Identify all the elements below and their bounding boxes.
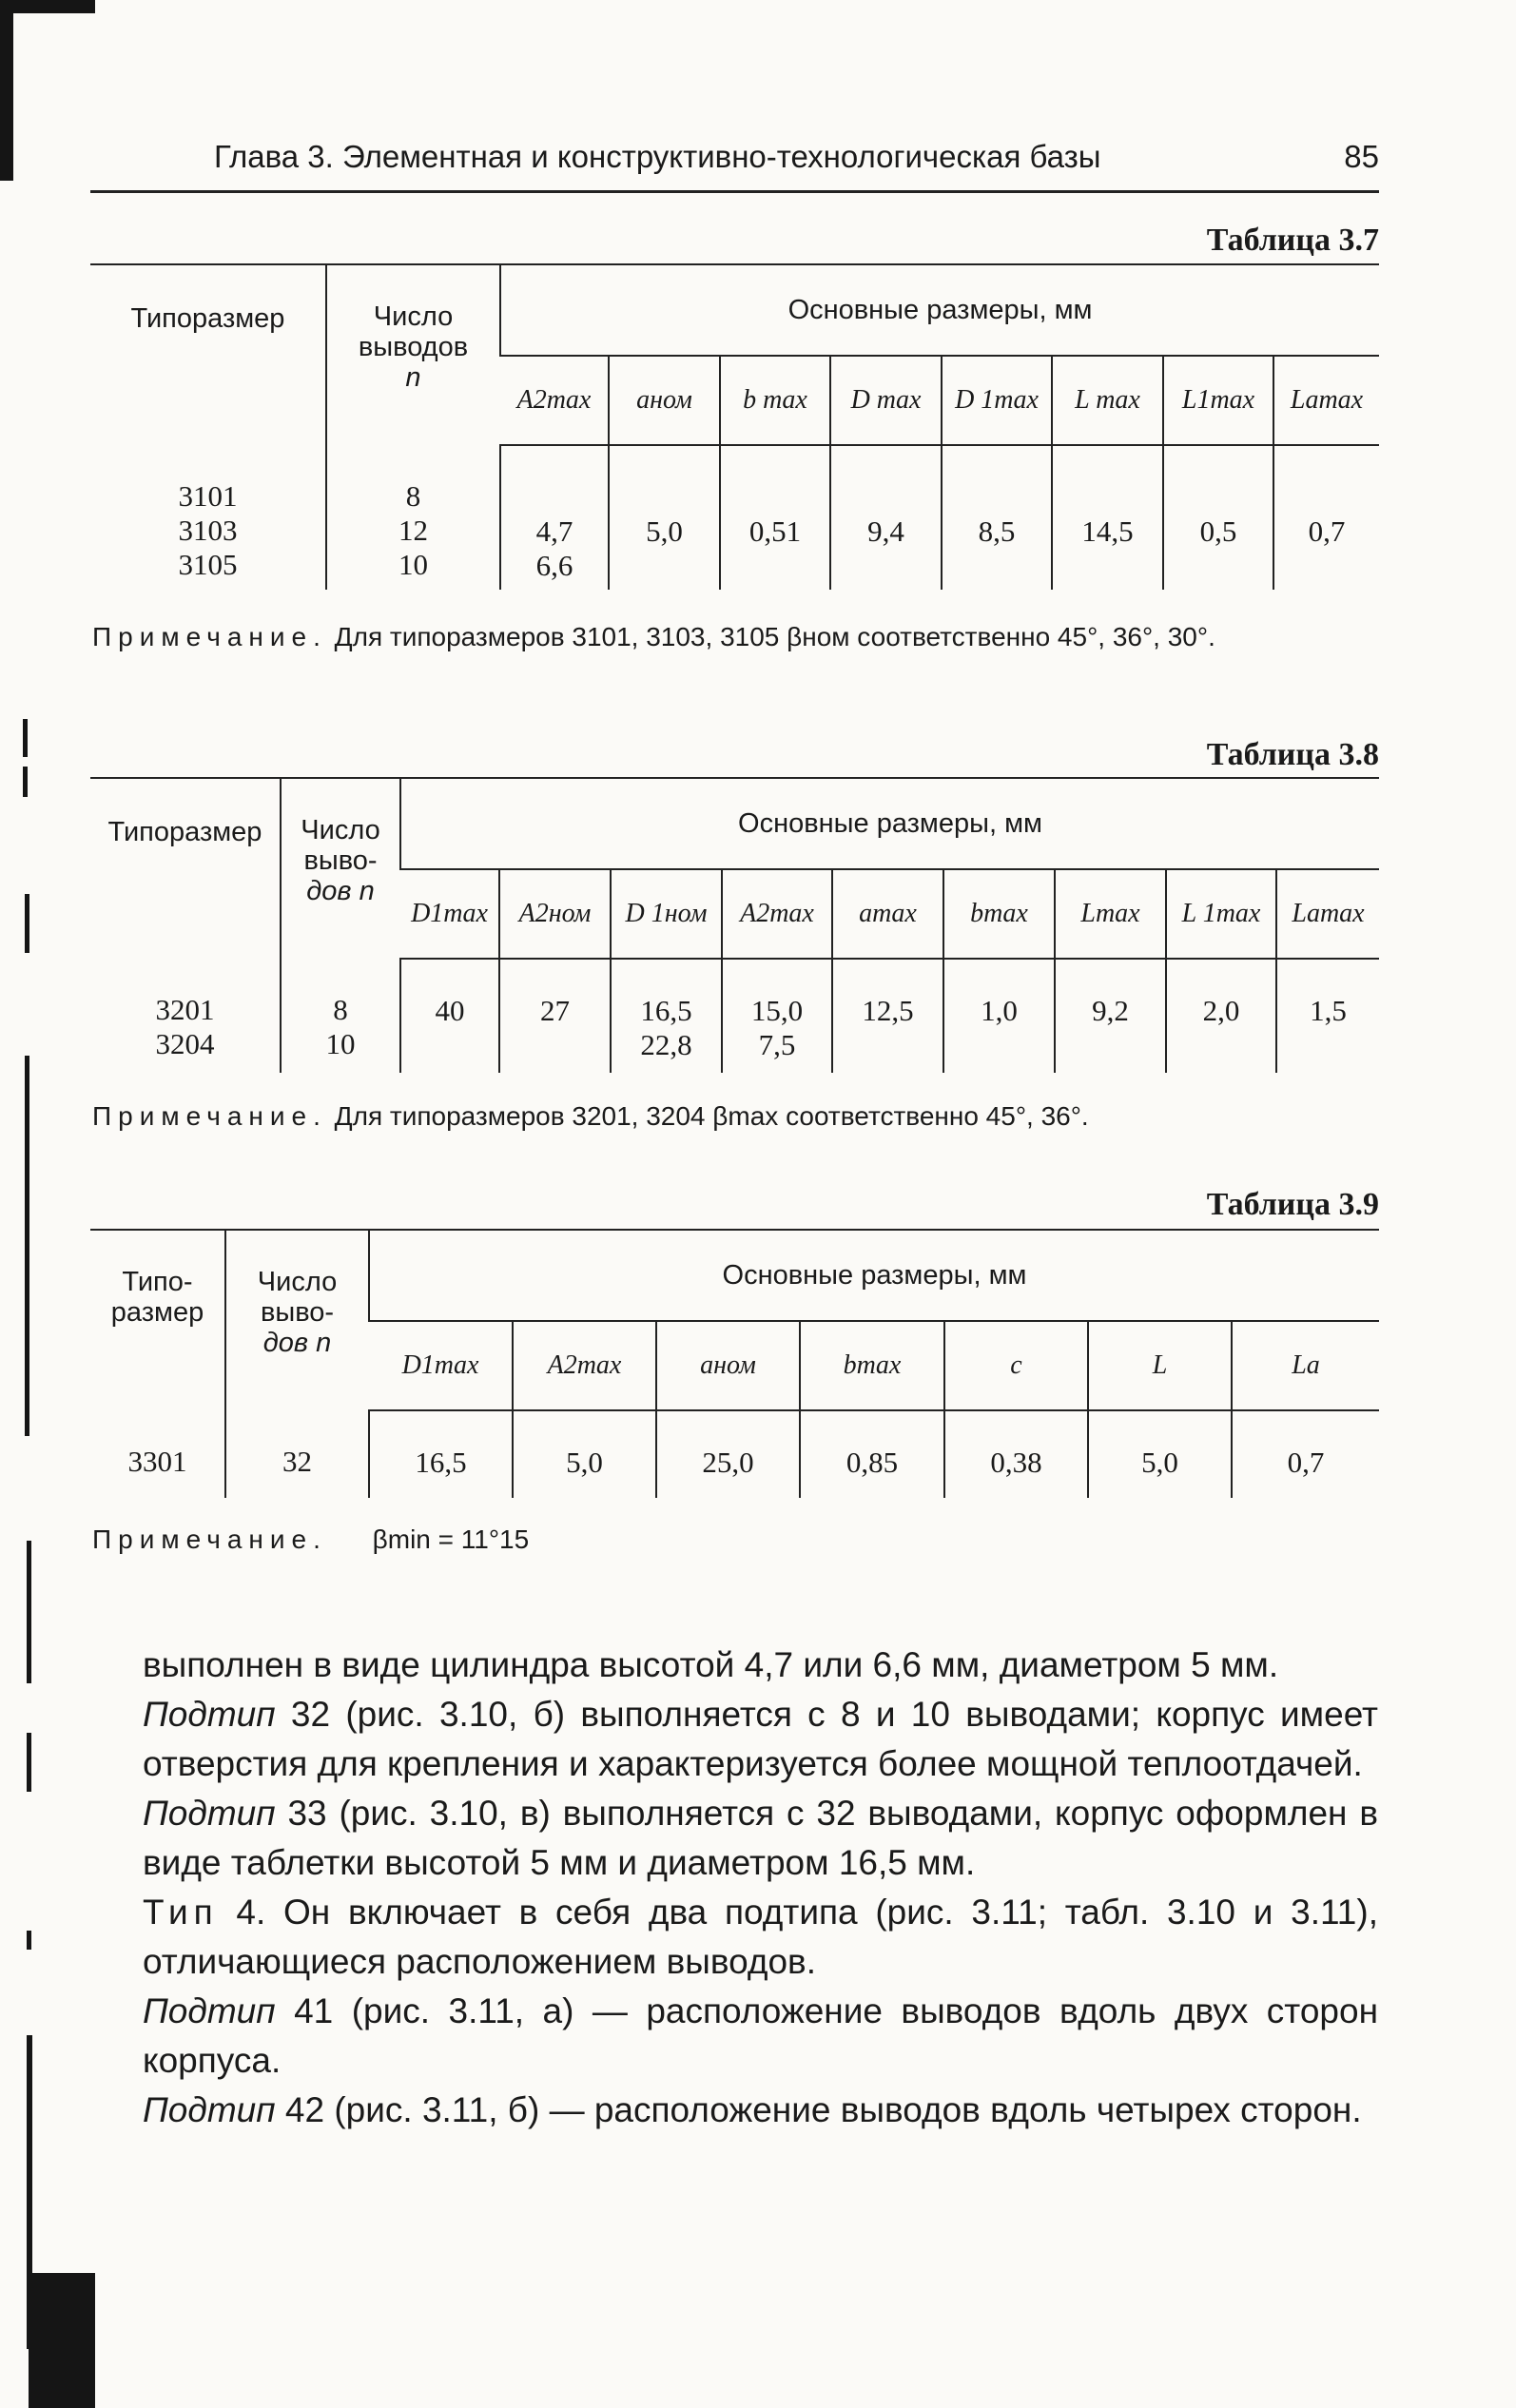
cell-count: 8 10 [281,959,400,1073]
col-count-header: Число выво- дов n [281,778,400,959]
cell-l: 5,0 [1088,1410,1232,1498]
cell-d1max: 40 [400,959,499,1073]
cell-a2nom: 27 [499,959,611,1073]
cell-bmax: 0,51 [720,445,830,590]
cell-d1max: 8,5 [942,445,1052,590]
scan-margin-mark [25,894,29,953]
table-3-8 [90,777,1379,1073]
scan-bottom-blot [29,2273,95,2408]
col-c: c [944,1321,1088,1410]
paragraph: Подтип 32 (рис. 3.10, б) выполняется с 8 и 10 выводами; корпус имеет отверстия для крепления и характеризуется более мощной теплоотдачей. [143,1695,1378,1783]
col-bmax: b max [720,356,830,445]
cell-d1max: 16,5 [369,1410,513,1498]
col-lamax: Lamax [1273,356,1379,445]
col-d1nom: D 1ном [611,869,722,959]
table-row [90,445,1379,590]
col-la: La [1232,1321,1379,1410]
table-row [90,1410,1379,1498]
col-l1max: L 1max [1166,869,1276,959]
cell-type: 3101 3103 3105 [178,479,238,581]
col-type-header: Типоразмер [90,778,281,959]
cell-dmax: 9,4 [830,445,942,590]
cell-la: 0,7 [1232,1410,1379,1498]
cell-l1max: 2,0 [1166,959,1276,1073]
cell-bmax: 1,0 [943,959,1055,1073]
col-a2max: A2max [722,869,832,959]
dims-group-header: Основные размеры, мм [400,778,1379,869]
scan-margin-mark [27,1541,31,1683]
col-a2max: A2max [513,1321,656,1410]
paragraph: выполнен в виде цилиндра высотой 4,7 или 6,6 мм, диаметром 5 мм. [143,1645,1279,1684]
dims-group-header: Основные размеры, мм [500,264,1379,356]
col-bmax: bmax [800,1321,944,1410]
cell-lmax: 14,5 [1052,445,1163,590]
cell-anom: 5,0 [609,445,720,590]
scan-corner-mark [0,0,95,13]
cell-lmax: 9,2 [1055,959,1166,1073]
col-l1max: L1max [1163,356,1273,445]
chapter-title: Глава 3. Элементная и конструктивно-технологическая базы [214,139,1101,174]
col-count-header: Число выводов n [326,264,500,445]
col-d1max: D1max [369,1321,513,1410]
col-d1max: D1max [400,869,499,959]
header-rule [90,190,1379,193]
paragraph: Подтип 33 (рис. 3.10, в) выполняется с 32 выводами, корпус оформлен в виде таблетки высотой 5 мм и диаметром 16,5 мм. [143,1794,1378,1882]
cell-a2max: 4,7 6,6 [500,445,609,590]
col-lmax: L max [1052,356,1163,445]
col-d1max: D 1max [942,356,1052,445]
cell-anom: 25,0 [656,1410,800,1498]
table-3-7-caption: Таблица 3.7 [1206,223,1379,258]
table-3-9-caption: Таблица 3.9 [1206,1187,1379,1222]
cell-l1max: 0,5 [1163,445,1273,590]
scan-margin-mark [27,1931,31,1950]
cell-d1nom: 16,5 22,8 [611,959,722,1073]
col-lmax: Lmax [1055,869,1166,959]
table-3-9-note: Примечание. βmin = 11°15 [92,1524,530,1554]
running-header [214,139,1379,181]
cell-a2max: 5,0 [513,1410,656,1498]
table-3-7-note: Примечание. Для типоразмеров 3101, 3103, 3105 βном соответственно 45°, 36°, 30°. [92,622,1215,651]
scan-margin-mark [25,1056,29,1436]
body-text [143,1641,1378,2135]
cell-amax: 12,5 [832,959,943,1073]
page-number: 85 [1344,139,1379,174]
paragraph: Подтип 42 (рис. 3.11, б) — расположение выводов вдоль четырех сторон. [143,2090,1362,2129]
col-dmax: D max [830,356,942,445]
cell-bmax: 0,85 [800,1410,944,1498]
cell-a2max: 15,0 7,5 [722,959,832,1073]
col-type-header: Типоразмер [90,264,326,445]
table-3-8-caption: Таблица 3.8 [1206,737,1379,772]
col-l: L [1088,1321,1232,1410]
table-3-9 [90,1229,1379,1498]
table-3-7 [90,263,1379,590]
col-count-header: Число выво- дов n [225,1230,369,1410]
scan-margin-mark [23,767,28,797]
col-bmax: bmax [943,869,1055,959]
col-lamax: Lamax [1276,869,1379,959]
cell-lamax: 0,7 [1273,445,1379,590]
col-a2max: A2max [500,356,609,445]
col-a2nom: A2ном [499,869,611,959]
cell-lamax: 1,5 [1276,959,1379,1073]
paragraph: Тип 4. Он включает в себя два подтипа (рис. 3.11; табл. 3.10 и 3.11), отличающиеся расположением выводов. [143,1893,1378,1981]
scan-margin-mark [27,1733,31,1792]
col-anom: aном [609,356,720,445]
col-type-header: Типо- размер [90,1230,225,1410]
col-anom: aном [656,1321,800,1410]
cell-type: 3301 [127,1445,187,1478]
cell-count: 32 [225,1410,369,1498]
cell-c: 0,38 [944,1410,1088,1498]
scan-corner-mark-vertical [0,0,13,181]
paragraph: Подтип 41 (рис. 3.11, а) — расположение выводов вдоль двух сторон корпуса. [143,1991,1378,2080]
cell-count: 8 12 10 [326,445,500,590]
table-3-8-note: Примечание. Для типоразмеров 3201, 3204 βmax соответственно 45°, 36°. [92,1101,1089,1131]
scan-margin-mark [23,719,28,757]
col-amax: amax [832,869,943,959]
cell-type: 3201 3204 [155,993,215,1060]
dims-group-header: Основные размеры, мм [369,1230,1379,1321]
table-row [90,959,1379,1073]
